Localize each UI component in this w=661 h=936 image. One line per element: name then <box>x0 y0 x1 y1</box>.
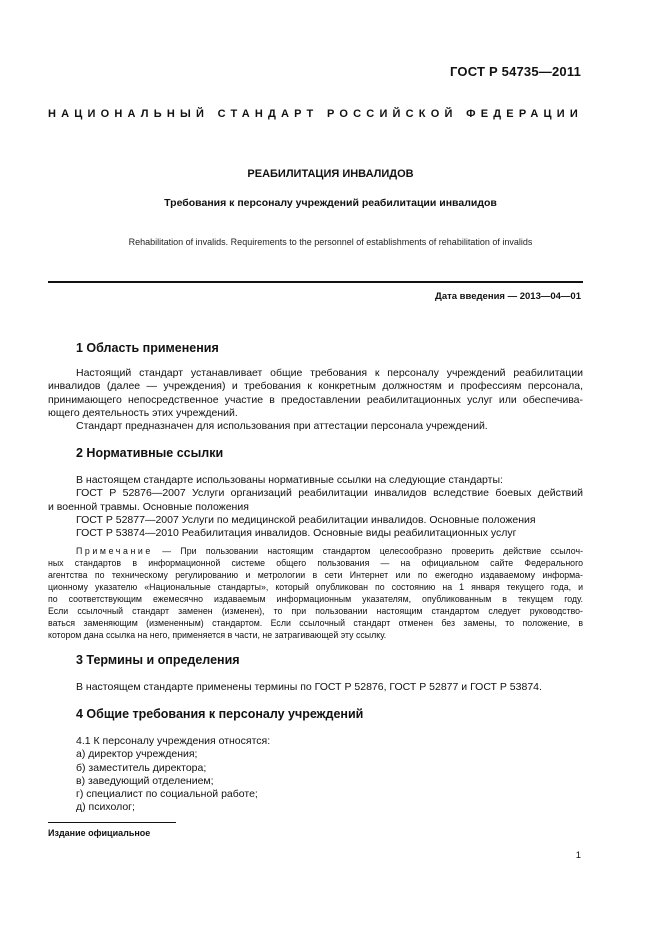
list-item: в) заведующий отделением; <box>76 774 214 787</box>
section-4-heading: 4 Общие требования к персоналу учреждений <box>76 707 364 721</box>
note-line: по соответствующим ежемесячно издаваемым информационным указателям, опубликованным в текущем году. <box>48 594 583 604</box>
note-text: — При пользовании настоящим стандартом целесообразно проверить действие ссылоч- <box>152 546 583 556</box>
english-title: Rehabilitation of invalids. Requirements to the personnel of establishments of rehabilitation of invalids <box>128 237 533 247</box>
section-2-heading: 2 Нормативные ссылки <box>76 446 224 460</box>
banner-word: СТАНДАРТ <box>217 108 319 120</box>
text-line: ющего деятельность этих учреждений. <box>48 406 238 419</box>
standard-number: ГОСТ Р 54735—2011 <box>450 64 581 79</box>
standard-banner <box>48 108 583 120</box>
section-3-heading: 3 Термины и определения <box>76 653 240 667</box>
section-2-references <box>48 474 583 540</box>
note-line: ваться заменяющим (измененным) стандартом. Если ссылочный стандарт отменен без замены, то положение, в <box>48 618 583 628</box>
text-line: Стандарт предназначен для использования при аттестации персонала учреждений. <box>76 420 488 433</box>
introduction-date: Дата введения — 2013—04—01 <box>435 291 581 302</box>
document-subtitle: Требования к персоналу учреждений реабилитации инвалидов <box>164 197 497 209</box>
banner-word: РОССИЙСКОЙ <box>327 108 458 120</box>
section-1-heading: 1 Область применения <box>76 341 219 355</box>
banner-word: ФЕДЕРАЦИИ <box>466 108 583 120</box>
note-line <box>48 545 583 557</box>
reference-item: ГОСТ Р 52877—2007 Услуги по медицинской реабилитации инвалидов. Основные положения <box>76 513 536 526</box>
section-2-note <box>48 545 583 641</box>
list-item: б) заместитель директора; <box>76 761 207 774</box>
list-item: д) психолог; <box>76 801 135 814</box>
text-line: инвалидов (далее — учреждения) и требования к конкретным должностям и профессиям персонала, <box>48 380 583 393</box>
banner-word: НАЦИОНАЛЬНЫЙ <box>48 108 210 120</box>
reference-item: ГОСТ Р 53874—2010 Реабилитация инвалидов. Основные виды реабилитационных услуг <box>76 527 517 540</box>
list-item: а) директор учреждения; <box>76 748 198 761</box>
list-item: г) специалист по социальной работе; <box>76 788 258 801</box>
reference-item-continuation: и военной травмы. Основные положения <box>48 500 249 513</box>
note-label: Примечание <box>76 546 153 556</box>
text-line: Настоящий стандарт устанавливает общие требования к персоналу учреждений реабилитации <box>76 367 583 379</box>
text-line: В настоящем стандарте использованы нормативные ссылки на следующие стандарты: <box>76 474 503 486</box>
document-title: РЕАБИЛИТАЦИЯ ИНВАЛИДОВ <box>247 168 414 180</box>
text-line: 4.1 К персоналу учреждения относятся: <box>76 735 271 747</box>
note-line: котором дана ссылка на него, применяется в части, не затрагивающей эту ссылку. <box>48 630 387 640</box>
text-line: принимающего непосредственное участие в предоставлении реабилитационных услуг или обеспечива- <box>48 393 583 406</box>
edition-label: Издание официальное <box>48 828 151 838</box>
section-3-paragraph <box>48 681 583 694</box>
note-line: Если ссылочный стандарт заменен (изменен), то при пользовании настоящим стандартом следует руководство- <box>48 606 583 616</box>
title-divider <box>48 281 583 283</box>
page-number: 1 <box>575 850 581 861</box>
text-line: В настоящем стандарте применены термины по ГОСТ Р 52876, ГОСТ Р 52877 и ГОСТ Р 53874. <box>76 681 542 693</box>
note-line: агентства по техническому регулированию и метрологии в сети Интернет или по ежегодно издаваемому информа- <box>48 570 583 580</box>
note-line: ных стандартов в информационной системе общего пользования — на официальном сайте Федерального <box>48 558 583 568</box>
note-line: ционному указателю «Национальные стандарты», который опубликован по состоянию на 1 января текущего года, и <box>48 582 583 592</box>
reference-item: ГОСТ Р 52876—2007 Услуги организаций реабилитации инвалидов вследствие боевых действий <box>76 487 583 500</box>
footer-divider <box>48 822 176 823</box>
section-1-paragraph <box>48 367 583 433</box>
section-4-list <box>76 735 270 815</box>
